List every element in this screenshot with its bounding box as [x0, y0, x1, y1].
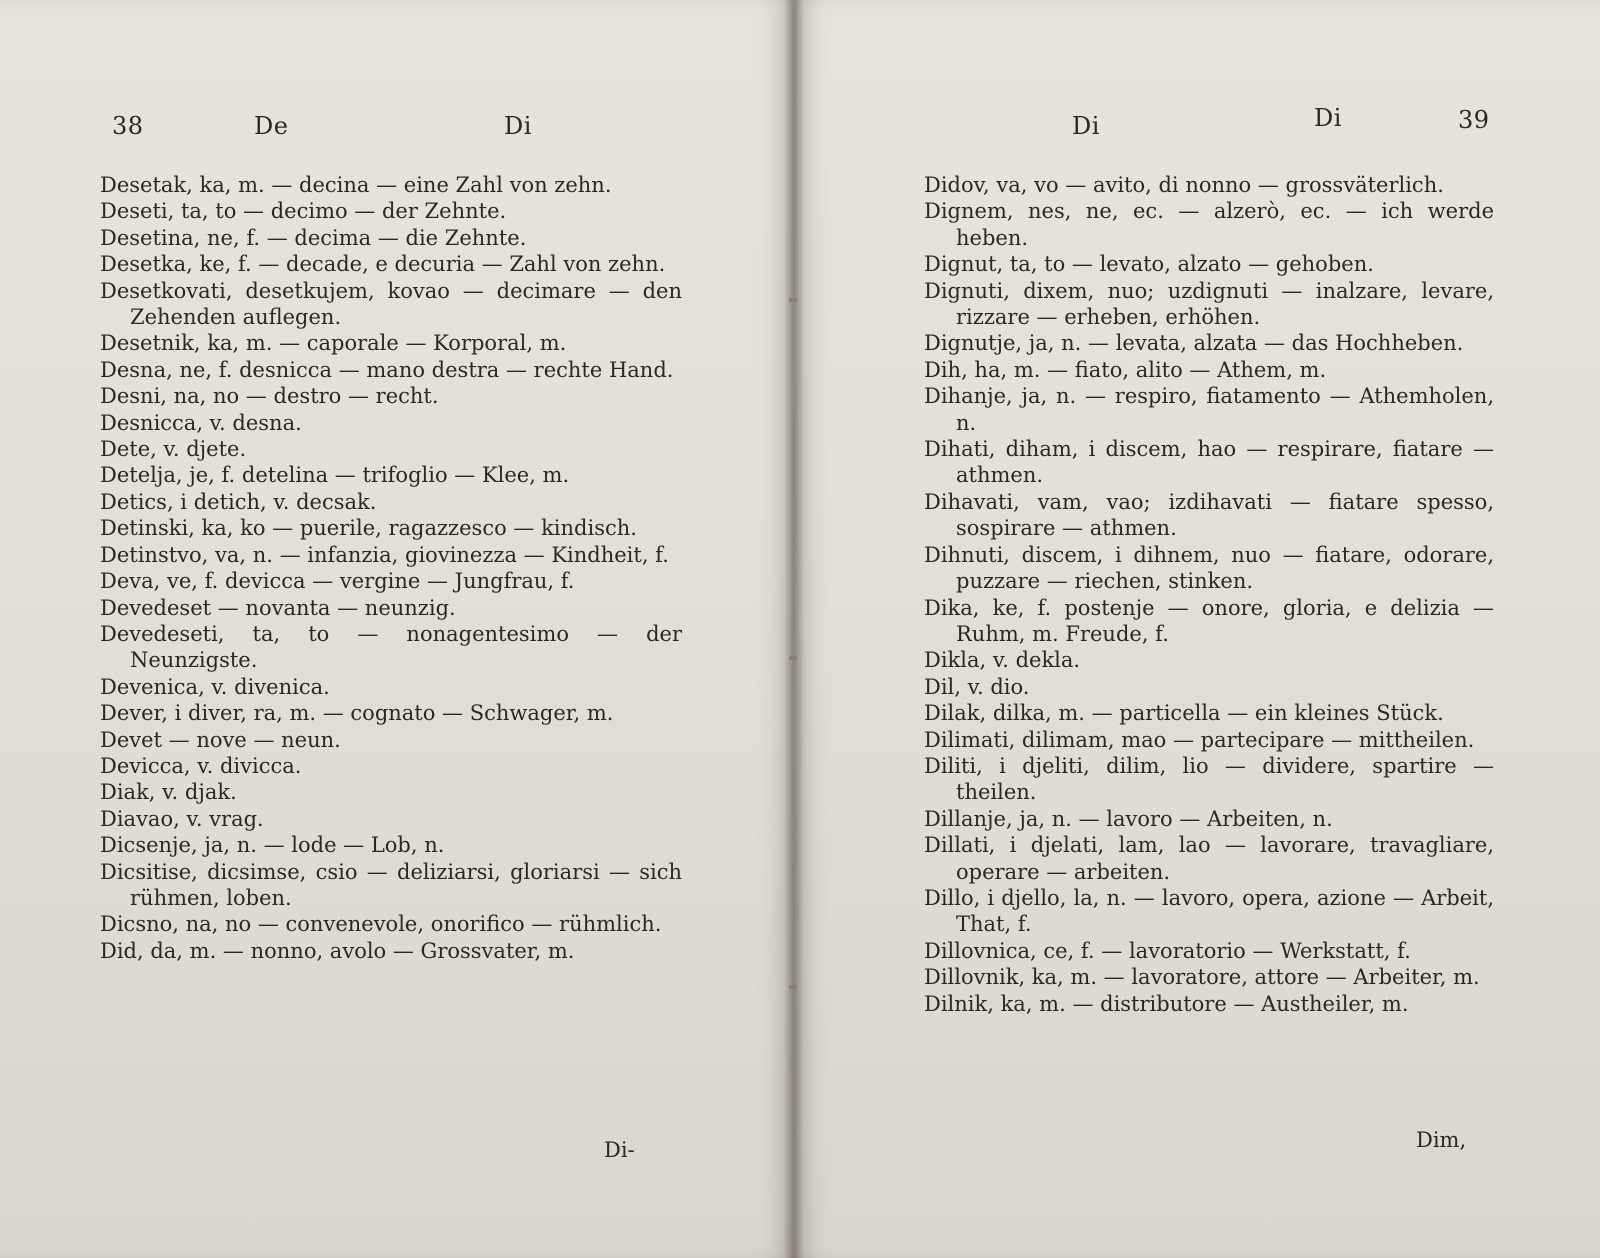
- dictionary-entry: Dete, v. djete.: [100, 437, 247, 462]
- dictionary-entry: Diavao, v. vrag.: [100, 806, 264, 831]
- dictionary-entry: Desetnik, ka, m. — caporale — Korporal, m.: [100, 331, 567, 356]
- running-head-right: Di: [1314, 104, 1342, 132]
- dictionary-entry: Dihati, diham, i discem, hao — respirare, fiatare — athmen.: [924, 437, 1494, 488]
- dictionary-entry: Dicsenje, ja, n. — lode — Lob, n.: [100, 833, 445, 858]
- dictionary-entry: Dever, i diver, ra, m. — cognato — Schwager, m.: [100, 701, 614, 726]
- running-head-center-left: Di: [504, 112, 532, 140]
- dictionary-entry: Detics, i detich, v. decsak.: [100, 489, 377, 514]
- dictionary-entry: Dignut, ta, to — levato, alzato — gehoben.: [924, 252, 1374, 277]
- right-page: [794, 0, 1600, 1258]
- dictionary-entry: Dignuti, dixem, nuo; uzdignuti — inalzare, levare, rizzare — erheben, erhöhen.: [924, 278, 1494, 330]
- dictionary-entry: Dilnik, ka, m. — distributore — Austheiler, m.: [924, 991, 1409, 1016]
- dictionary-entry: Desetina, ne, f. — decima — die Zehnte.: [100, 225, 527, 250]
- dictionary-entry: Dillati, i djelati, lam, lao — lavorare, travagliare, operare — arbeiten.: [924, 833, 1494, 884]
- dictionary-entry: Devedeseti, ta, to — nonagentesimo — der Neunzigste.: [100, 621, 682, 673]
- dictionary-entry: Diak, v. djak.: [100, 780, 237, 805]
- binding-stitch: [789, 656, 797, 660]
- dictionary-entry: Dillovnica, ce, f. — lavoratorio — Werkstatt, f.: [924, 938, 1411, 963]
- dictionary-entry: Desni, na, no — destro — recht.: [100, 384, 439, 409]
- book-gutter: [784, 0, 804, 1258]
- dictionary-entry: Detelja, je, f. detelina — trifoglio — Klee, m.: [100, 463, 570, 488]
- running-head-left: De: [254, 112, 289, 140]
- dictionary-entry: Dignem, nes, ne, ec. — alzerò, ec. — ich werde heben.: [924, 199, 1494, 250]
- dictionary-entry: Dihnuti, discem, i dihnem, nuo — fiatare, odorare, puzzare — riechen, stinken.: [924, 542, 1494, 594]
- dictionary-entry: Dika, ke, f. postenje — onore, gloria, e delizia — Ruhm, m. Freude, f.: [924, 595, 1494, 646]
- dictionary-entry: Desetka, ke, f. — decade, e decuria — Zahl von zehn.: [100, 252, 666, 277]
- page-number-left: 38: [112, 112, 144, 140]
- dictionary-entry: Dicsno, na, no — convenevole, onorifico — rühmlich.: [100, 912, 662, 937]
- dictionary-entry: Dikla, v. dekla.: [924, 648, 1081, 673]
- dictionary-entry: Desna, ne, f. desnicca — mano destra — rechte Hand.: [100, 357, 674, 382]
- dictionary-entry: Devenica, v. divenica.: [100, 674, 330, 699]
- dictionary-entry: Devet — nove — neun.: [100, 727, 341, 752]
- dictionary-entry: Desetkovati, desetkujem, kovao — decimare — den Zehenden auflegen.: [100, 278, 682, 330]
- dictionary-entry: Dih, ha, m. — fiato, alito — Athem, m.: [924, 357, 1327, 382]
- dictionary-entry: Deva, ve, f. devicca — vergine — Jungfrau, f.: [100, 569, 575, 594]
- dictionary-entry: Dillanje, ja, n. — lavoro — Arbeiten, n.: [924, 806, 1333, 831]
- dictionary-entry: Dil, v. dio.: [924, 674, 1030, 699]
- dictionary-entry: Desnicca, v. desna.: [100, 410, 302, 435]
- right-entry-list: [924, 172, 1494, 1017]
- dictionary-entry: Dillovnik, ka, m. — lavoratore, attore — Arbeiter, m.: [924, 965, 1480, 990]
- dictionary-entry: Dihavati, vam, vao; izdihavati — fiatare spesso, sospirare — athmen.: [924, 489, 1494, 541]
- catchword-left: Di-: [604, 1138, 635, 1162]
- dictionary-entry: Dillo, i djello, la, n. — lavoro, opera, azione — Arbeit, That, f.: [924, 885, 1494, 937]
- dictionary-entry: Devicca, v. divicca.: [100, 753, 302, 778]
- page-number-right: 39: [1458, 106, 1490, 134]
- dictionary-entry: Diliti, i djeliti, dilim, lio — dividere, spartire — theilen.: [924, 753, 1494, 805]
- binding-stitch: [789, 985, 797, 989]
- dictionary-entry: Devedeset — novanta — neunzig.: [100, 595, 456, 620]
- dictionary-entry: Dihanje, ja, n. — respiro, fiatamento — Athemholen, n.: [924, 384, 1494, 435]
- dictionary-entry: Dicsitise, dicsimse, csio — deliziarsi, gloriarsi — sich rühmen, loben.: [100, 859, 682, 910]
- left-page: [0, 0, 794, 1258]
- dictionary-entry: Detinski, ka, ko — puerile, ragazzesco — kindisch.: [100, 516, 637, 541]
- binding-stitch: [789, 298, 797, 302]
- dictionary-entry: Did, da, m. — nonno, avolo — Grossvater, m.: [100, 938, 575, 963]
- running-head-center-right: Di: [1072, 112, 1100, 140]
- dictionary-entry: Detinstvo, va, n. — infanzia, giovinezza — Kindheit, f.: [100, 542, 669, 567]
- dictionary-entry: Dignutje, ja, n. — levata, alzata — das Hochheben.: [924, 331, 1464, 356]
- dictionary-entry: Dilak, dilka, m. — particella — ein kleines Stück.: [924, 701, 1444, 726]
- dictionary-entry: Didov, va, vo — avito, di nonno — grossväterlich.: [924, 173, 1444, 197]
- catchword-right: Dim,: [1416, 1128, 1467, 1152]
- dictionary-entry: Dilimati, dilimam, mao — partecipare — mittheilen.: [924, 727, 1475, 752]
- dictionary-entry: Deseti, ta, to — decimo — der Zehnte.: [100, 199, 507, 224]
- left-entry-list: [100, 172, 682, 964]
- dictionary-entry: Desetak, ka, m. — decina — eine Zahl von zehn.: [100, 173, 612, 197]
